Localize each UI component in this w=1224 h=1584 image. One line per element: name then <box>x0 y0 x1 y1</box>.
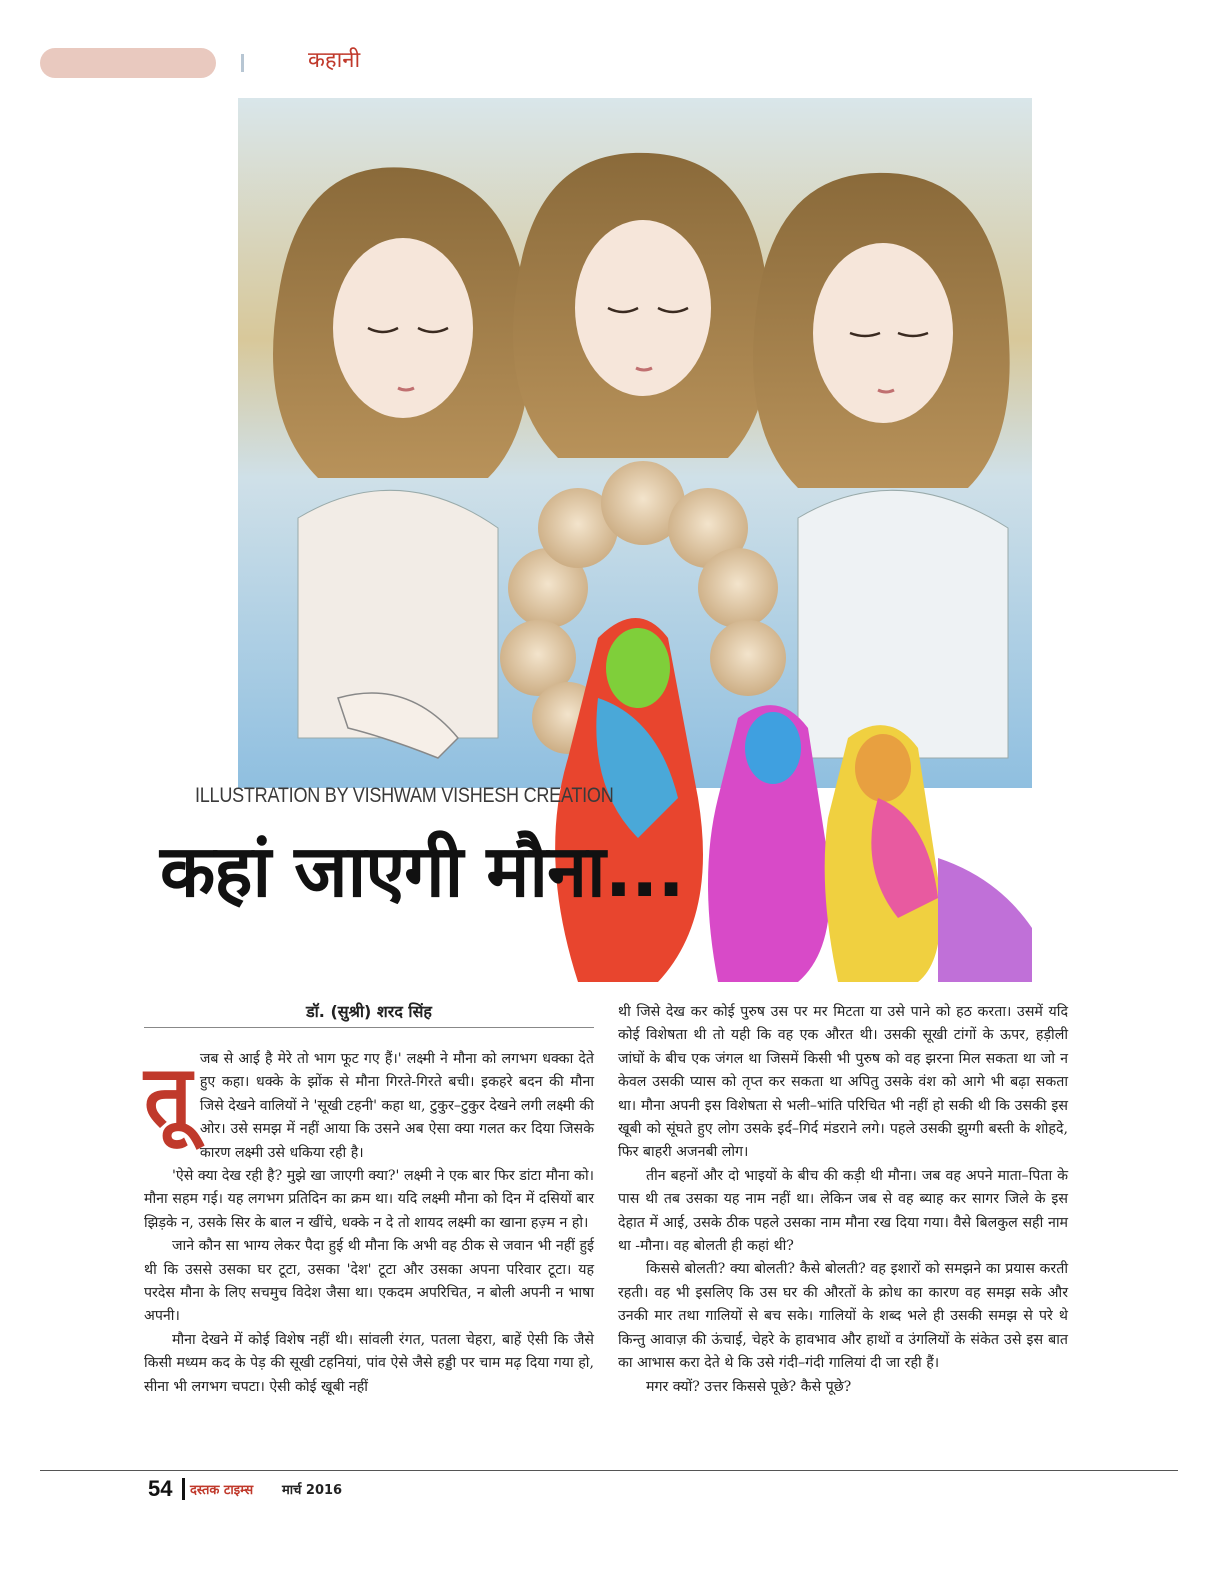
woman-figure-left-icon <box>273 167 530 738</box>
story-title: कहां जाएगी मौना... <box>160 829 684 913</box>
left-text-column <box>144 1048 594 1399</box>
right-text-column <box>618 1001 1068 1399</box>
paragraph: किससे बोलती? क्या बोलती? कैसे बोलती? वह इशारों को समझने का प्रयास करती रहती। वह भी इसलिए कि उस घर की औरतों के क्रोध का कारण वह समझ सके और उनकी मार तथा गालियों से बच सके। गालियों के शब्द भले ही उसकी समझ से परे थे किन्तु आवाज़ की ऊंचाई, चेहरे के हावभाव और हाथों व उंगलियों के संकेत उसे इस बात का आभास करा देते थे कि उसे गंदी–गंदी गालियां दी जा रही हैं। <box>618 1261 1068 1372</box>
illustration-credit: ILLUSTRATION BY VISHWAM VISHESH CREATION <box>195 784 614 807</box>
paragraph: तीन बहनों और दो भाइयों के बीच की कड़ी थी मौना। जब वह अपने माता–पिता के पास थी तब उसका यह नाम नहीं था। लेकिन जब से वह ब्याह कर सागर जिले के इस देहात में आई, उसके ठीक पहले उसका नाम मौना रख दिया गया। वैसे बिलकुल सही नाम था -मौना। वह बोलती ही कहां थी? <box>618 1167 1068 1255</box>
paragraph: थी जिसे देख कर कोई पुरुष उस पर मर मिटता या उसे पाने को हठ करता। उसमें यदि कोई विशेषता थी तो यही कि वह एक औरत थी। उसकी सूखी टांगों के ऊपर, हड़ीली जांघों के बीच एक जंगल था जिसमें किसी भी पुरुष को वह झरना मिल सकता था जो न केवल उसकी प्यास को तृप्त कर सकता था अपितु उसके वंश को आगे भी बढ़ा सकता था। मौना अपनी इस विशेषता से भली–भांति परिचित भी नहीं हो सकी थी कि उसकी इस खूबी को सूंघते हुए लोग उसके इर्द–गिर्द मंडराने लगे। पहले उसकी झुग्गी बस्ती के शोहदे, फिर बाहरी अजनबी लोग। <box>618 1004 1068 1161</box>
footer-divider <box>182 1478 185 1500</box>
paragraph: 'ऐसे क्या देख रही है? मुझे खा जाएगी क्या?' लक्ष्मी ने एक बार फिर डांटा मौना को। मौना सहम गई। यह लगभग प्रतिदिन का क्रम था। यदि लक्ष्मी मौना को दिन में दसियों बार झिड़के न, उसके सिर के बाल न खींचे, धक्के न दे तो शायद लक्ष्मी का खाना हज़्म न हो। <box>144 1168 594 1231</box>
footer-rule <box>40 1470 1178 1471</box>
paragraph: जाने कौन सा भाग्य लेकर पैदा हुई थी मौना कि अभी वह ठीक से जवान भी नहीं हुई थी कि उससे उसका घर टूटा, उसका 'देश' टूटा और उसका अपना परिवार टूटा। यह परदेस मौना के लिए सचमुच विदेश जैसा था। एकदम अपरिचित, न बोली अपनी न भाषा अपनी। <box>144 1238 594 1325</box>
paragraph: जब से आई है मेरे तो भाग फूट गए हैं।' लक्ष्मी ने मौना को लगभग धक्का देते हुए कहा। धक्के के झोंक से मौना गिरते-गिरते बची। इकहरे बदन की मौना जिसे देखने वालियों ने 'सूखी टहनी' कहा था, टुकुर–टुकुर देखने लगी लक्ष्मी की ओर। उसे समझ में नहीं आया कि उसने अब ऐसा क्या गलत कर दिया जिसके कारण लक्ष्मी उसे धकिया रही है। <box>199 1051 594 1161</box>
section-label: कहानी <box>308 48 361 73</box>
woman-figure-center-icon <box>513 153 770 458</box>
paragraph: मौना देखने में कोई विशेष नहीं थी। सांवली रंगत, पतला चेहरा, बाहें ऐसी कि जैसे किसी मध्यम कद के पेड़ की सूखी टहनियां, पांव ऐसे जैसे हड्डी पर चाम मढ़ दिया गया हो, सीना भी लगभग चपटा। ऐसी कोई खूबी नहीं <box>144 1331 594 1395</box>
author-byline: डॉ. (सुश्री) शरद सिंह <box>306 1002 432 1021</box>
drop-cap: तू <box>144 1047 192 1145</box>
byline-rule <box>144 1027 594 1028</box>
issue-date: मार्च 2016 <box>282 1483 343 1498</box>
page-number: 54 <box>148 1476 173 1501</box>
header-divider <box>241 54 244 72</box>
header-pill-decoration <box>40 48 216 78</box>
paragraph: मगर क्यों? उत्तर किससे पूछे? कैसे पूछे? <box>646 1378 852 1395</box>
magazine-name: दस्तक टाइम्स <box>190 1483 254 1498</box>
